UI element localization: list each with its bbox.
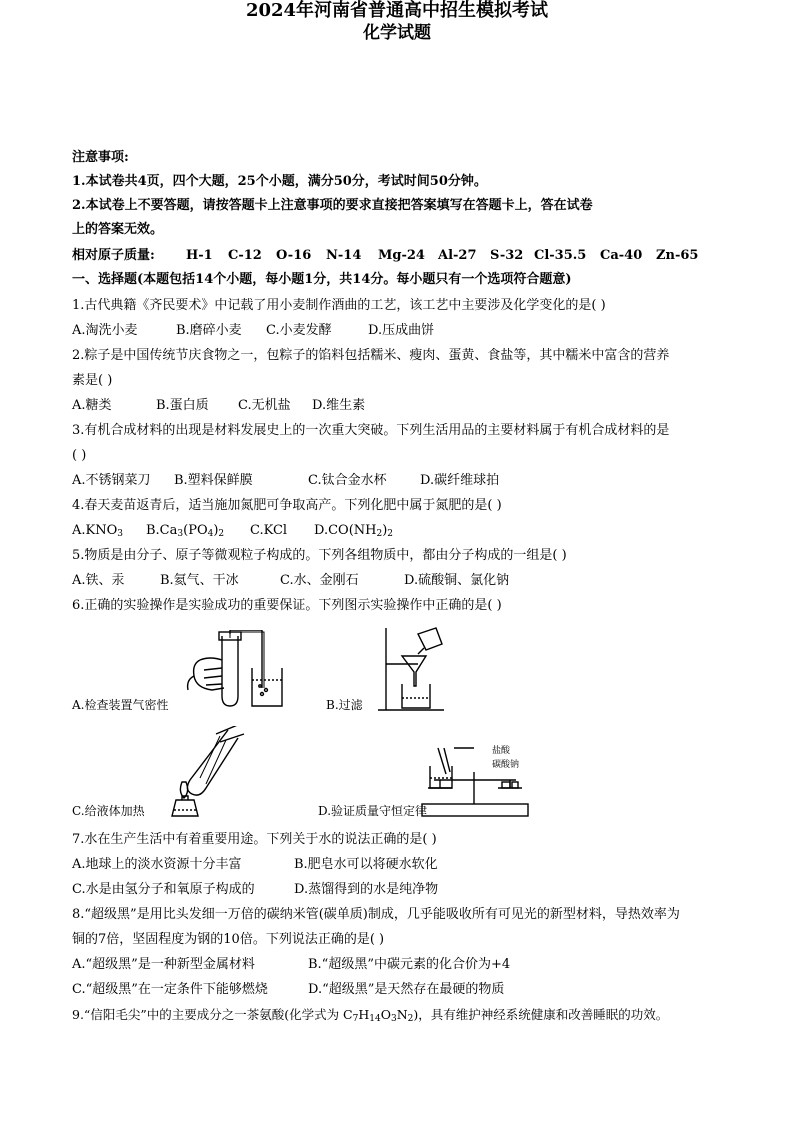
exam-title: 2024年河南省普通高中招生模拟考试 <box>245 0 549 21</box>
figure-airtightness <box>182 630 292 712</box>
q7-option-c: C.水是由氢分子和氧原子构成的 <box>72 882 255 897</box>
q9-stem: 9.“信阳毛尖”中的主要成分之一茶氨酸(化学式为 $C_7H_{14}O_3N_2$)，具有维护神经系统健康和改善睡眠的功效。 <box>72 1007 669 1024</box>
q8-option-c: C.“超级黑”在一定条件下能够燃烧 <box>72 982 268 997</box>
q8-option-d: D.“超级黑”是天然存在最硬的物质 <box>308 982 505 997</box>
atomic-mass-8: Cl-35.5 <box>534 248 587 263</box>
figure-label-sodium-carbonate: 碳酸钠 <box>492 760 520 770</box>
atomic-mass-6: Al-27 <box>438 248 477 263</box>
atomic-mass-label: 相对原子质量: <box>72 248 155 263</box>
atomic-mass-1: H-1 <box>186 248 213 263</box>
section-heading: 一、选择题(本题包括14个小题，每小题1分，共14分。每小题只有一个选项符合题意) <box>72 272 572 287</box>
q8-stem-line2: 铜的7倍，坚固程度为钢的10倍。下列说法正确的是( ) <box>72 932 385 947</box>
notice-item-2a: 2.本试卷上不要答题，请按答题卡上注意事项的要求直接把答案填写在答题卡上，答在试卷 <box>72 198 593 213</box>
atomic-mass-4: N-14 <box>326 248 362 263</box>
q3-stem-line2: ( ) <box>72 448 87 463</box>
q2-option-a: A.糖类 <box>72 398 112 413</box>
q1-option-a: A.淘洗小麦 <box>72 323 138 338</box>
q1-option-c: C.小麦发酵 <box>266 323 332 338</box>
q4-option-c: C.KCl <box>250 523 288 538</box>
figure-heating-liquid <box>156 726 246 818</box>
q6-option-b: B.过滤 <box>326 698 363 712</box>
q2-option-c: C.无机盐 <box>238 398 291 413</box>
q7-option-d: D.蒸馏得到的水是纯净物 <box>294 882 439 897</box>
q2-stem-line2: 素是( ) <box>72 373 113 388</box>
q7-stem: 7.水在生产生活中有着重要用途。下列关于水的说法正确的是( ) <box>72 832 437 847</box>
q3-option-b: B.塑料保鲜膜 <box>174 473 253 488</box>
q2-option-b: B.蛋白质 <box>156 398 209 413</box>
q6-option-c: C.给液体加热 <box>72 804 145 818</box>
figure-balance <box>418 744 558 820</box>
atomic-mass-7: S-32 <box>490 248 524 263</box>
q4-option-b: $B.Ca_3(PO_4)_2$ <box>146 523 225 539</box>
notice-item-2b: 上的答案无效。 <box>72 222 164 237</box>
q1-option-b: B.磨碎小麦 <box>176 323 242 338</box>
figure-label-hydrochloric-acid: 盐酸 <box>492 746 511 756</box>
q5-stem: 5.物质是由分子、原子等微观粒子构成的。下列各组物质中，都由分子构成的一组是( ) <box>72 548 567 563</box>
atomic-mass-5: Mg-24 <box>378 248 425 263</box>
notice-heading: 注意事项: <box>72 150 129 165</box>
q6-option-d: D.验证质量守恒定律 <box>318 804 428 818</box>
atomic-mass-10: Zn-65 <box>656 248 699 263</box>
atomic-mass-2: C-12 <box>228 248 262 263</box>
q8-option-b: B.“超级黑”中碳元素的化合价为+4 <box>308 957 511 972</box>
q4-stem: 4.春天麦苗返青后，适当施加氮肥可争取高产。下列化肥中属于氮肥的是( ) <box>72 498 502 513</box>
atomic-mass-3: O-16 <box>276 248 312 263</box>
q7-option-a: A.地球上的淡水资源十分丰富 <box>72 857 242 872</box>
q5-option-a: A.铁、汞 <box>72 573 125 588</box>
q1-option-d: D.压成曲饼 <box>368 323 435 338</box>
q3-option-a: A.不锈钢菜刀 <box>72 473 151 488</box>
q8-stem-line1: 8.“超级黑”是用比头发细一万倍的碳纳米管(碳单质)制成，几乎能吸收所有可见光的新型材料，导热效率为 <box>72 907 680 922</box>
q2-stem-line1: 2.粽子是中国传统节庆食物之一，包粽子的馅料包括糯米、瘦肉、蛋黄、食盐等，其中糯米中富含的营养 <box>72 348 670 363</box>
q4-option-d: $D.CO(NH_2)_2$ <box>314 523 394 539</box>
subject-title: 化学试题 <box>363 23 431 43</box>
atomic-mass-9: Ca-40 <box>600 248 643 263</box>
q3-option-d: D.碳纤维球拍 <box>420 473 500 488</box>
q6-option-a: A.检查装置气密性 <box>72 698 169 712</box>
q5-option-d: D.硫酸铜、氯化钠 <box>404 573 510 588</box>
q4-option-a: $A.KNO_3$ <box>72 523 123 539</box>
q5-option-b: B.氦气、干冰 <box>160 573 239 588</box>
q7-option-b: B.肥皂水可以将硬水软化 <box>294 857 438 872</box>
notice-item-1: 1.本试卷共4页，四个大题，25个小题，满分50分，考试时间50分钟。 <box>72 174 487 189</box>
q8-option-a: A.“超级黑”是一种新型金属材料 <box>72 957 255 972</box>
q3-option-c: C.钛合金水杯 <box>308 473 387 488</box>
figure-filtration <box>378 624 448 714</box>
q6-stem: 6.正确的实验操作是实验成功的重要保证。下列图示实验操作中正确的是( ) <box>72 598 502 613</box>
q5-option-c: C.水、金刚石 <box>280 573 359 588</box>
q1-stem: 1.古代典籍《齐民要术》中记载了用小麦制作酒曲的工艺，该工艺中主要涉及化学变化的是( ) <box>72 298 606 313</box>
q2-option-d: D.维生素 <box>312 398 366 413</box>
q3-stem-line1: 3.有机合成材料的出现是材料发展史上的一次重大突破。下列生活用品的主要材料属于有机合成材料的是 <box>72 423 670 438</box>
